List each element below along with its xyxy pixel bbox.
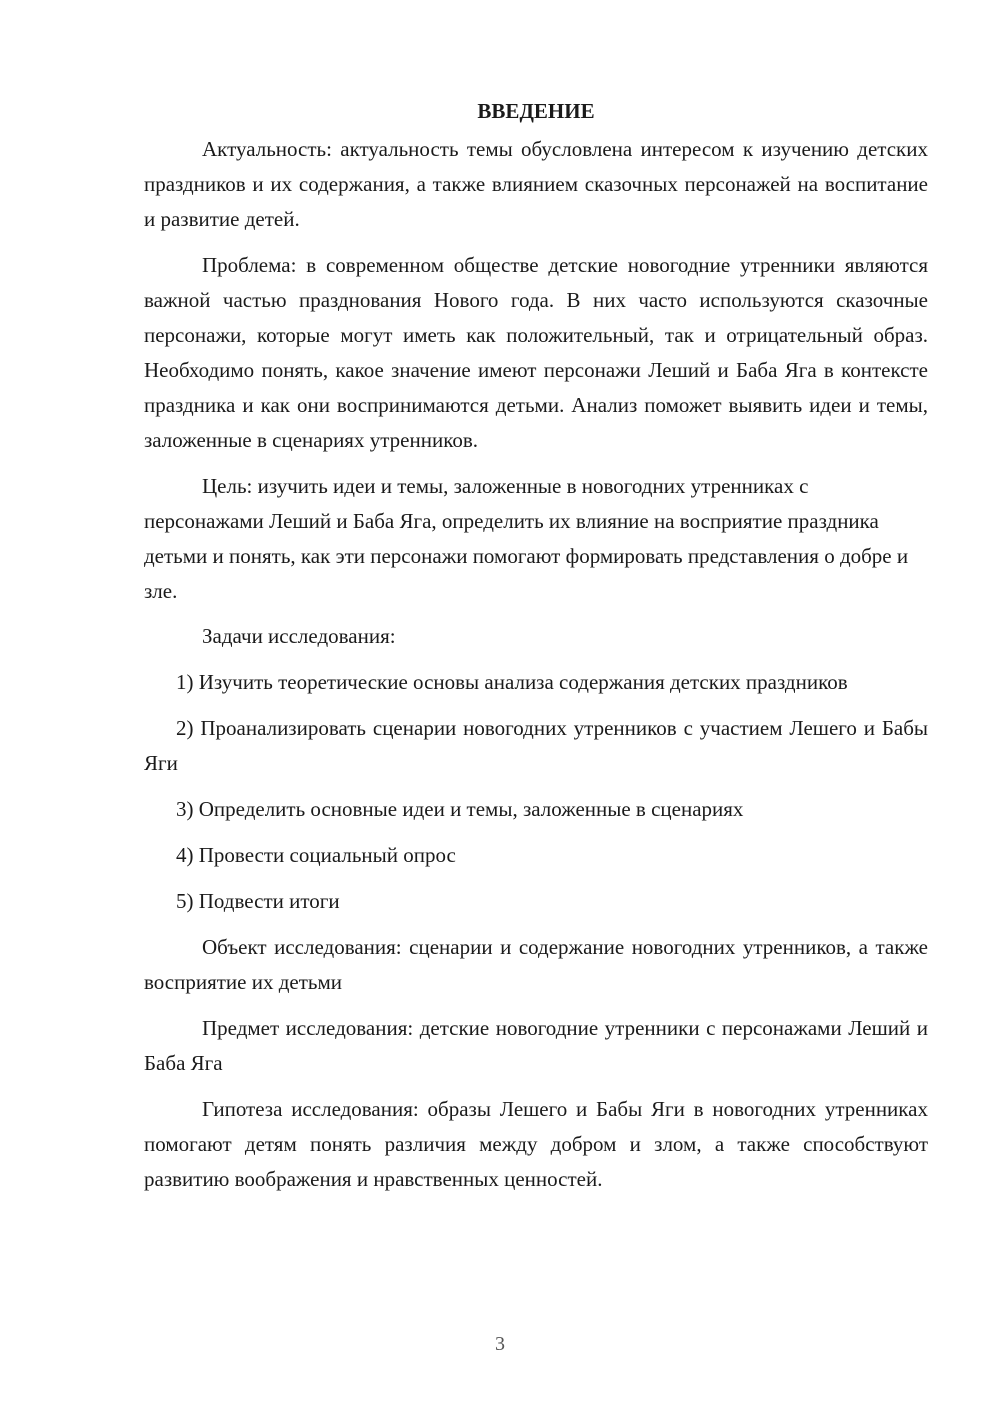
page-title: ВВЕДЕНИЕ <box>477 99 595 123</box>
object-paragraph: Объект исследования: сценарии и содержание новогодних утренников, а также восприятие их детьми <box>144 935 928 994</box>
hypothesis-paragraph: Гипотеза исследования: образы Лешего и Бабы Яги в новогодних утренниках помогают детям понять различия между добром и злом, а также способствуют развитию воображения и нравственных ценностей. <box>144 1097 928 1191</box>
goal-paragraph: Цель: изучить идеи и темы, заложенные в новогодних утренниках с персонажами Леший и Баба Яга, определить их влияние на восприятие праздника детьми и понять, как эти персонажи помогают формировать представления о добре и зле. <box>144 474 909 603</box>
task-item-1: 1) Изучить теоретические основы анализа содержания детских праздников <box>176 670 848 694</box>
task-item-2: 2) Проанализировать сценарии новогодних утренников с участием Лешего и Бабы Яги <box>144 716 928 775</box>
page-content <box>144 96 928 1208</box>
relevance-paragraph: Актуальность: актуальность темы обусловлена интересом к изучению детских праздников и их содержания, а также влиянием сказочных персонажей на воспитание и развитие детей. <box>144 137 928 231</box>
subject-paragraph: Предмет исследования: детские новогодние утренники с персонажами Леший и Баба Яга <box>144 1016 928 1075</box>
task-item-5: 5) Подвести итоги <box>176 889 340 913</box>
tasks-heading: Задачи исследования: <box>202 624 396 648</box>
task-item-4: 4) Провести социальный опрос <box>176 843 456 867</box>
problem-paragraph: Проблема: в современном обществе детские новогодние утренники являются важной частью празднования Нового года. В них часто используются сказочные персонажи, которые могут иметь как положительный, так и отрицательный образ. Необходимо понять, какое значение имеют персонажи Леший и Баба Яга в контексте праздника и как они воспринимаются детьми. Анализ поможет выявить идеи и темы, заложенные в сценариях утренников. <box>144 253 928 452</box>
task-item-3: 3) Определить основные идеи и темы, заложенные в сценариях <box>176 797 744 821</box>
page-number: 3 <box>495 1333 505 1355</box>
